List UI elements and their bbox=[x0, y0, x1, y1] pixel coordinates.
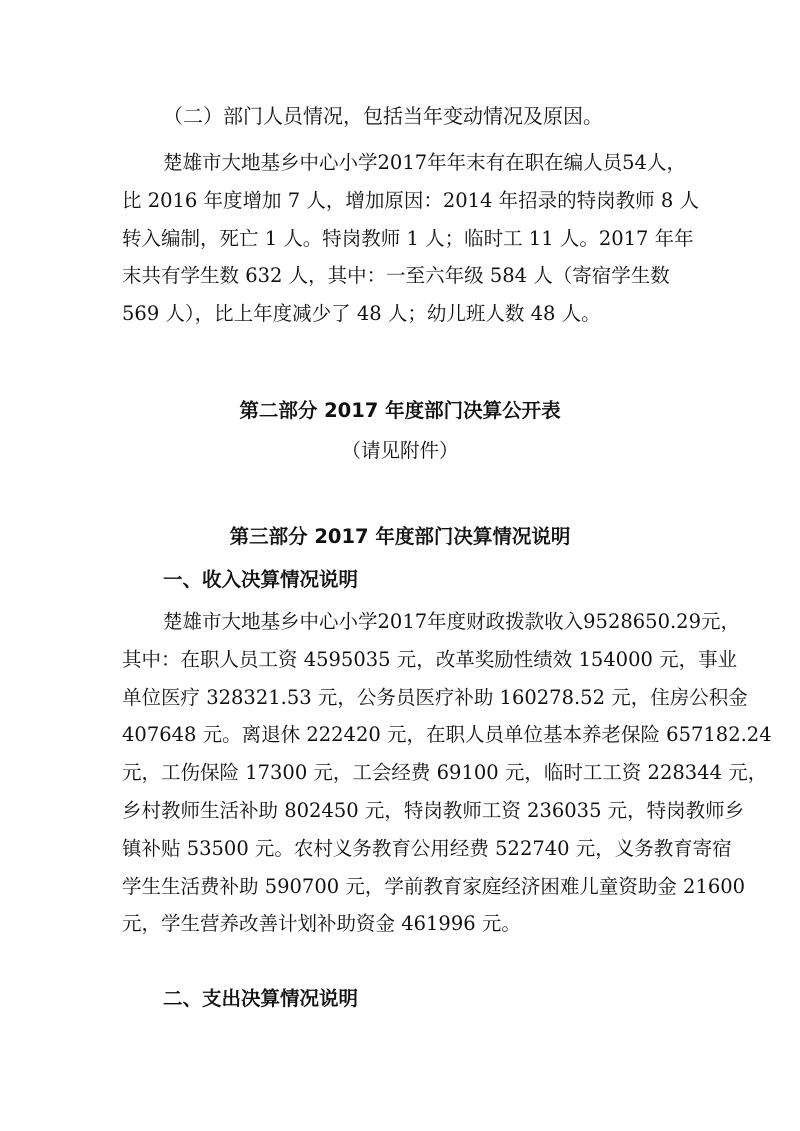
income-paragraph bbox=[122, 603, 772, 943]
income-line: 元，工伤保险 17300 元，工会经费 69100 元，临时工工资 228344 元， bbox=[122, 761, 768, 785]
personnel-line: 569 人），比上年度减少了 48 人；幼儿班人数 48 人。 bbox=[122, 302, 601, 326]
expenditure-heading: 二、支出决算情况说明 bbox=[163, 987, 359, 1010]
income-line: 元，学生营养改善计划补助资金 461996 元。 bbox=[122, 912, 521, 936]
personnel-line: 比 2016 年度增加 7 人，增加原因：2014 年招录的特岗教师 8 人 bbox=[122, 188, 699, 212]
income-line: 学生生活费补助 590700 元，学前教育家庭经济困难儿童资助金 21600 bbox=[122, 874, 746, 898]
income-line: 楚雄市大地基乡中心小学2017年度财政拨款收入9528650.29元， bbox=[163, 610, 740, 633]
income-line: 镇补贴 53500 元。农村义务教育公用经费 522740 元，义务教育寄宿 bbox=[122, 836, 732, 860]
income-heading: 一、收入决算情况说明 bbox=[163, 568, 359, 591]
income-line: 其中：在职人员工资 4595035 元，改革奖励性绩效 154000 元，事业 bbox=[122, 647, 738, 671]
attachment-note: （请见附件） bbox=[341, 439, 459, 462]
income-line: 407648 元。离退休 222420 元，在职人员单位基本养老保险 657182.24 bbox=[122, 723, 772, 747]
personnel-line: 末共有学生数 632 人，其中：一至六年级 584 人（寄宿学生数 bbox=[122, 264, 670, 288]
personnel-line: 楚雄市大地基乡中心小学2017年年末有在职在编人员54人， bbox=[163, 151, 686, 174]
income-line: 乡村教师生活补助 802450 元，特岗教师工资 236035 元，特岗教师乡 bbox=[122, 798, 745, 822]
part-two-title: 第二部分 2017 年度部门决算公开表 bbox=[239, 399, 561, 422]
personnel-line: 转入编制，死亡 1 人。特岗教师 1 人；临时工 11 人。2017 年年 bbox=[122, 226, 694, 250]
part-three-title: 第三部分 2017 年度部门决算情况说明 bbox=[229, 525, 571, 548]
income-line: 单位医疗 328321.53 元，公务员医疗补助 160278.52 元，住房公积金 bbox=[122, 685, 748, 709]
personnel-paragraph bbox=[122, 144, 699, 333]
personnel-heading: （二）部门人员情况，包括当年变动情况及原因。 bbox=[163, 104, 603, 128]
